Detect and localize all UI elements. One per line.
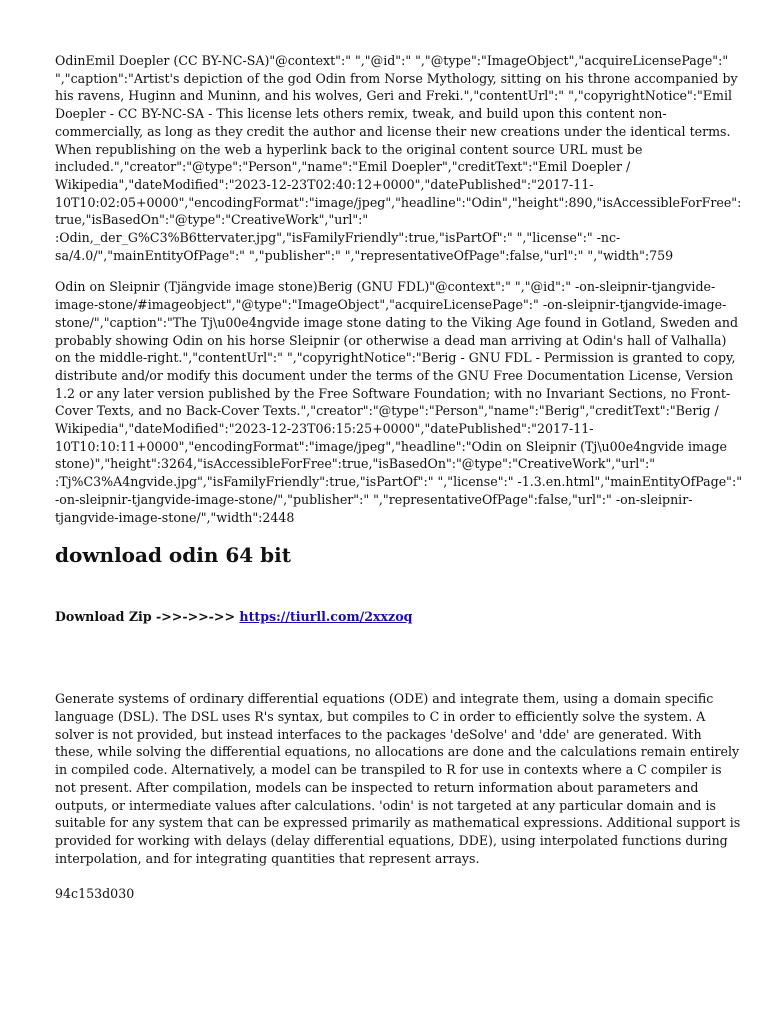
download-link[interactable]: https://tiurll.com/2xxzoq: [239, 609, 413, 625]
sleipnir-image-metadata: Odin on Sleipnir (Tjängvide image stone)Berig (GNU FDL)"@context":" ","@id":" -on-sleipnir-tjangvide-image-stone/#imageobject","@type":"ImageObject","acquireLicensePage":" -on-sleipnir-tjangvide-image-stone/","caption":"The Tj\u00e4ngvide image stone dating to the Viking Age found in Gotland, Sweden and probably showing Odin on his horse Sleipnir (or otherwise a dead man arriving at Odin's hall of Valhalla) on the middle-right.","contentUrl":" ","copyrightNotice":"Berig - GNU FDL - Permission is granted to copy, distribute and/or modify this document under the terms of the GNU Free Documentation License, Version 1.2 or any later version published by the Free Software Foundation; with no Invariant Sections, no Front-Cover Texts, and no Back-Cover Texts.","creator":"@type":"Person","name":"Berig","creditText":"Berig / Wikipedia","dateModified":"2023-12-23T06:15:25+0000","datePublished":"2017-11-10T10:10:11+0000","encodingFormat":"image/jpeg","headline":"Odin on Sleipnir (Tj\u00e4ngvide image stone)","height":3264,"isAccessibleForFree":true,"isBasedOn":"@type":"CreativeWork","url":" :Tj%C3%A4ngvide.jpg","isFamilyFriendly":true,"isPartOf":" ","license":" -1.3.en.html","mainEntityOfPage":" -on-sleipnir-tjangvide-image-stone/","publisher":" ","representativeOfPage":false,"url":" -on-sleipnir-tjangvide-image-stone/","width":2448: [55, 279, 743, 525]
page-title: download odin 64 bit: [55, 543, 291, 568]
odin-image-metadata: OdinEmil Doepler (CC BY-NC-SA)"@context":" ","@id":" ","@type":"ImageObject","acquireLicensePage":" ","caption":"Artist's depiction of the god Odin from Norse Mythology, sitting on his throne accompanied by his ravens, Huginn and Muninn, and his wolves, Geri and Freki.","contentUrl":" ","copyrightNotice":"Emil Doepler - CC BY-NC-SA - This license lets others remix, tweak, and build upon this content non-commercially, as long as they credit the author and license their new creations under the identical terms. When republishing on the web a hyperlink back to the original content source URL must be included.","creator":"@type":"Person","name":"Emil Doepler","creditText":"Emil Doepler / Wikipedia","dateModified":"2023-12-23T02:40:12+0000","datePublished":"2017-11-10T10:02:05+0000","encodingFormat":"image/jpeg","headline":"Odin","height":890,"isAccessibleForFree":true,"isBasedOn":"@type":"CreativeWork","url":" :Odin,_der_G%C3%B6ttervater.jpg","isFamilyFriendly":true,"isPartOf":" ","license":" -nc-sa/4.0/","mainEntityOfPage":" ","publisher":" ","representativeOfPage":false,"url":" ","width":759: [55, 53, 742, 263]
footer-hash: 94c153d030: [55, 886, 135, 902]
description-paragraph: Generate systems of ordinary differential equations (ODE) and integrate them, using a domain specific language (DSL). The DSL uses R's syntax, but compiles to C in order to efficiently solve the system. A solver is not provided, but instead interfaces to the packages 'deSolve' and 'dde' are generated. With these, while solving the differential equations, no allocations are done and the calculations remain entirely in compiled code. Alternatively, a model can be transpiled to R for use in contexts where a C compiler is not present. After compilation, models can be inspected to return information about parameters and outputs, or intermediate values after calculations. 'odin' is not targeted at any particular domain and is suitable for any system that can be expressed primarily as mathematical expressions. Additional support is provided for working with delays (delay differential equations, DDE), using interpolated functions during interpolation, and for integrating quantities that represent arrays.: [55, 691, 741, 866]
download-label: Download Zip ->>->>->>: [55, 609, 240, 625]
download-line: [55, 608, 742, 626]
